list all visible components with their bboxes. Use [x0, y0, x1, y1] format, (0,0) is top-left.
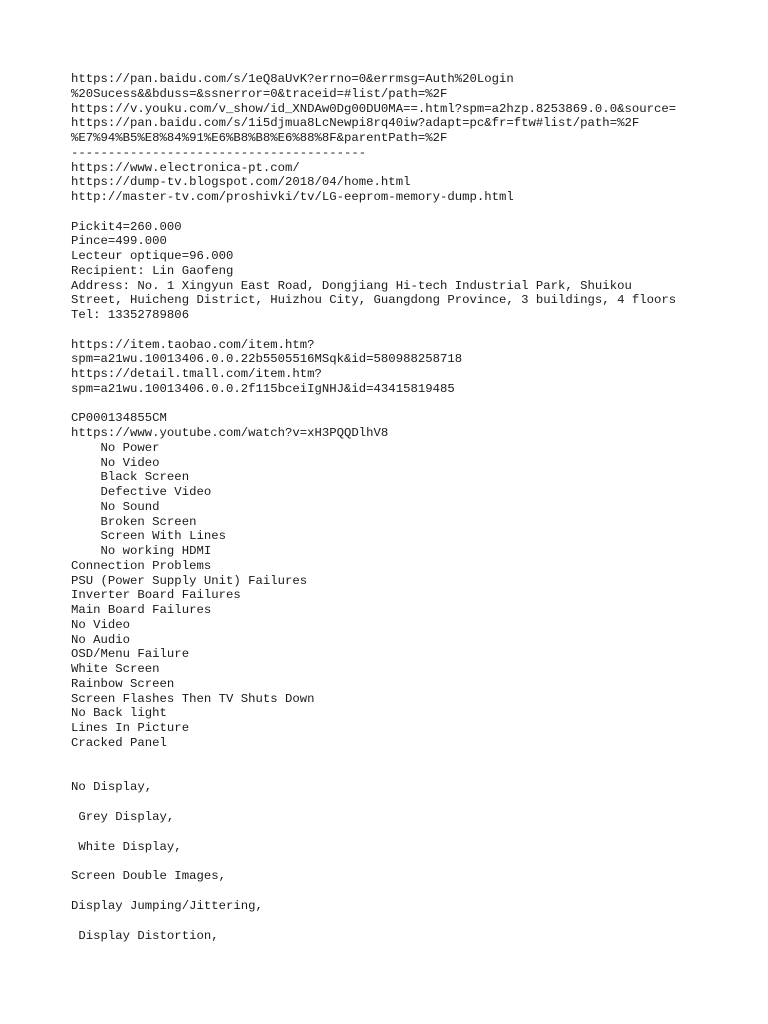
text-line: https://pan.baidu.com/s/1eQ8aUvK?errno=0&errmsg=Auth%20Login [71, 72, 514, 86]
list-item: Cracked Panel [71, 735, 167, 750]
list-item: No Back light [71, 706, 167, 721]
blank-line [71, 751, 751, 781]
list-item: PSU (Power Supply Unit) Failures [71, 573, 308, 588]
blank-line [71, 795, 751, 810]
list-item: Display Distortion, [71, 928, 219, 943]
blank-line [71, 825, 751, 840]
blank-line [71, 397, 751, 412]
text-line: https://detail.tmall.com/item.htm? [71, 367, 322, 381]
list-item: No Power [71, 440, 160, 455]
list-item: Inverter Board Failures [71, 588, 241, 603]
text-line: %E7%94%B5%E8%84%91%E6%B8%B8%E6%88%8F&parentPath=%2F [71, 131, 448, 145]
order-block [71, 220, 751, 323]
text-line: http://master-tv.com/proshivki/tv/LG-eeprom-memory-dump.html [71, 190, 514, 204]
list-item: Display Jumping/Jittering, [71, 899, 263, 913]
blank-line [71, 884, 751, 899]
list-item: No Video [71, 617, 131, 632]
list-item: No Display, [71, 780, 153, 794]
separator-line: ---------------------------------------- [71, 145, 367, 160]
text-line: Pince=499.000 [71, 234, 167, 249]
list-item: Screen With Lines [71, 529, 226, 544]
text-line: Tel: 13352789806 [71, 308, 190, 322]
text-line: Lecteur optique=96.000 [71, 249, 234, 263]
issues-block [71, 411, 751, 750]
shop-links-block [71, 338, 751, 397]
list-item: Screen Double Images, [71, 869, 226, 884]
text-line: https://item.taobao.com/item.htm? [71, 337, 315, 352]
text-line: Address: No. 1 Xingyun East Road, Dongjiang Hi-tech Industrial Park, Shuikou [71, 278, 632, 293]
text-line: %20Sucess&&bduss=&ssnerror=0&traceid=#list/path=%2F [71, 86, 448, 101]
display-issues-block [71, 780, 751, 944]
list-item: Lines In Picture [71, 721, 190, 735]
list-item: Defective Video [71, 485, 212, 499]
list-item: No working HDMI [71, 544, 212, 558]
list-item: White Screen [71, 662, 160, 676]
blank-line [71, 854, 751, 869]
list-item: No Audio [71, 632, 131, 647]
list-item: Screen Flashes Then TV Shuts Down [71, 691, 315, 706]
blank-line [71, 205, 751, 220]
text-line: https://v.youku.com/v_show/id_XNDAw0Dg00DU0MA==.html?spm=a2hzp.8253869.0.0&source= [71, 101, 677, 116]
list-item: Connection Problems [71, 558, 212, 573]
text-line: CP000134855CM [71, 411, 167, 426]
blank-line [71, 914, 751, 929]
text-line: Pickit4=260.000 [71, 219, 182, 234]
list-item: White Display, [71, 839, 182, 854]
text-line: https://pan.baidu.com/s/1i5djmua8LcNewpi8rq40iw?adapt=pc&fr=ftw#list/path=%2F [71, 116, 640, 131]
text-line: https://www.youtube.com/watch?v=xH3PQQDlhV8 [71, 426, 389, 440]
blank-line [71, 323, 751, 338]
list-item: Broken Screen [71, 514, 197, 529]
text-line: https://www.electronica-pt.com/ [71, 160, 300, 175]
text-line: https://dump-tv.blogspot.com/2018/04/home.html [71, 175, 411, 190]
links-block [71, 72, 751, 205]
list-item: Black Screen [71, 470, 190, 485]
document-text [71, 72, 751, 944]
list-item: Grey Display, [71, 809, 175, 824]
text-line: spm=a21wu.10013406.0.0.2f115bceiIgNHJ&id=43415819485 [71, 381, 455, 396]
list-item: No Sound [71, 499, 160, 514]
text-line: Recipient: Lin Gaofeng [71, 263, 234, 278]
text-line: Street, Huicheng District, Huizhou City, Guangdong Province, 3 buildings, 4 floors [71, 293, 677, 308]
list-item: No Video [71, 455, 160, 470]
list-item: Main Board Failures [71, 603, 212, 617]
text-line: spm=a21wu.10013406.0.0.22b5505516MSqk&id=580988258718 [71, 352, 463, 367]
list-item: OSD/Menu Failure [71, 647, 190, 662]
list-item: Rainbow Screen [71, 676, 175, 691]
